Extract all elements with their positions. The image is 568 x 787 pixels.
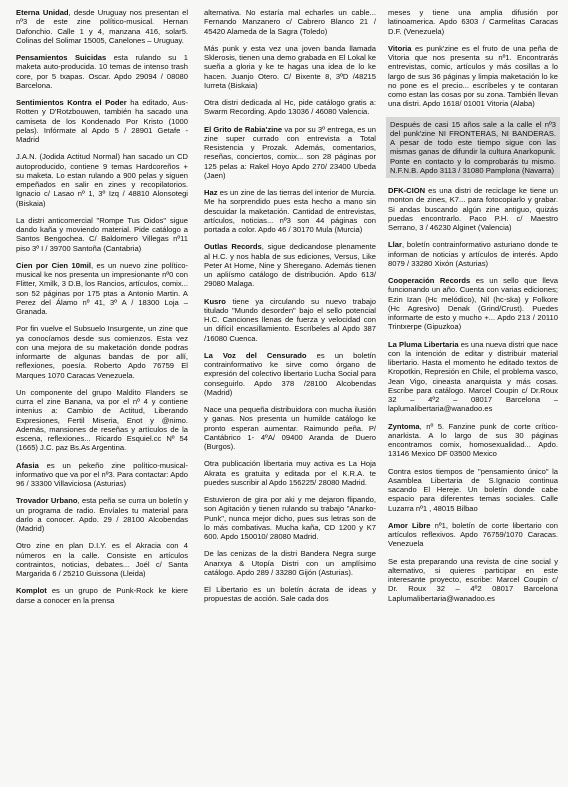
listing-title: Cien por Cien 10mil (16, 260, 91, 270)
zine-listing (16, 586, 188, 605)
listing-paragraph (388, 276, 558, 332)
listing-text: El Libertario es un boletín ácrata de ideas y propuestas de acción. Sale cada dos (204, 585, 376, 604)
listing-text: es una distri de reciclage ke tiene un monton de zines, K7... para fotocopiarlo y grabar. Si andas buscando algún zine antiguo, quizás puedas encontrarlo. Paco P.H. c/ Maestro Serrano, 3 / 46230 Alginet (Valencia) (388, 186, 558, 232)
listing-paragraph (204, 44, 376, 90)
listing-text: La distri anticomercial "Rompe Tus Oidos" sigue dando kaña y moviendo material. Pide catálogo a Santos Bengochea. C/ Baldomero Villegas nº11 piso 3º I / 39700 Santoña (Cantabria) (16, 215, 188, 253)
listing-text: Otro zine en plan D.I.Y. es el Akracia con 4 números en la calle. Consiste en artículos contraintos, noticias, debates... Joél c/ Santa Margarida 6 / 25210 Guissona (Lleida) (16, 541, 188, 578)
listing-title: Llar (388, 240, 402, 250)
zine-listing (204, 351, 376, 397)
column-3 (388, 8, 558, 611)
column-1 (16, 8, 188, 613)
listing-text: ha editado, Aus-Rotten y D'Rotzbouwen, también ha sacado una camiseta de los Kondenado Por Kristo (1000 pelas). Infórmate al Apdo 5 / 28901 Getafe - Madrid (16, 98, 188, 144)
listing-title: Outlas Records (204, 242, 262, 252)
zine-listing (16, 388, 188, 453)
listing-paragraph (204, 188, 376, 234)
zine-listing (388, 8, 558, 36)
listing-title: Amor Libre (388, 520, 431, 530)
zine-listing (388, 340, 558, 414)
zine-listing (388, 557, 558, 603)
zine-listing (388, 44, 558, 109)
listing-text: , nº 5. Fanzine punk de corte crítico-anarkista. A lo largo de sus 30 páginas encontramos comix, homosexualidad... Apdo. 13146 Mexico DF 03500 Mexico (388, 421, 558, 459)
listing-text: Otra distri dedicada al Hc, pide catálogo gratis a: Swarm Recording. Apdo 13036 / 46080 Valencia. (204, 98, 376, 117)
listing-text: , esta peña se curra un boletín y un programa de radio. Envíales tu material para darlo a conocer. Apdo. 29 / 28100 Alcobendas (Madrid) (16, 496, 188, 533)
listing-paragraph (388, 521, 558, 549)
listing-text: De las cenizas de la distri Bandera Negra surge Anarxya & Utopía Distri con un amplísimo catálogo. Apdo 289 / 33280 Gijón (Asturias). (204, 549, 376, 577)
zine-listing (204, 8, 376, 36)
listing-paragraph (388, 44, 558, 109)
listing-paragraph (16, 324, 188, 380)
listing-title: Kusro (204, 296, 226, 306)
listing-title: Eterna Unidad (16, 8, 69, 17)
listing-title: La Voz del Censurado (204, 350, 307, 360)
listing-title: El Grito de Rabia'zine (204, 124, 283, 134)
listing-title: Sentimientos Kontra el Poder (16, 98, 127, 107)
listing-text: , boletín contrainformativo asturiano donde te informan de noticias y artículos de interés. Apdo 8079 / 33280 Xixón (Asturias) (388, 240, 558, 268)
listing-text: es un zine de las tierras del interior de Murcia. Me ha sorprendido pues esta hecho a mano sin descuidar la maketación. Cantidad de entrevistas, artículos, noticias... nº3 son 44 páginas con portada a color. Apdo 46 / 30170 Mula (Murcia) (204, 188, 376, 234)
listing-paragraph (16, 496, 188, 533)
listing-paragraph (388, 467, 558, 513)
zine-listing (204, 585, 376, 604)
listing-paragraph (204, 585, 376, 604)
listing-text: es una nueva distri que nace con la intención de editar y distribuir material libertario. Hasta el momento he editado textos de Kropotkin, Represión en Chile, el problema vasco, Jean Vigo, cineasta anarquista y más cosas. Escribe para catálogo. Marcel Coupin c/ Dr.Roux 32 – 4º2 – 08017 Barcelona – laplumalibertaria@wanadoo.es (388, 339, 558, 414)
listing-text: alternativa. No estaría mal echarles un cable... Fernando Manzanero c/ Cabrero Blanco 21 / 45420 Alameda de la Sagra (Toledo) (204, 8, 376, 36)
zine-listing (16, 98, 188, 144)
zine-listing (204, 549, 376, 577)
listing-paragraph (388, 8, 558, 36)
column-2 (204, 8, 376, 612)
listing-paragraph (390, 120, 556, 176)
listing-text: tiene ya circulando su nuevo trabajo titulado "Mundo desorden" bajo el sello potencial H.C. Canciones llenas de fuerza y velocidad con un difícil encasillamiento. Escríbeles al Apdo 387 /16080 Cuenca. (204, 296, 376, 343)
listing-text: esta rulando su 1 maketa auto-producida. 10 temas de intenso trash core, por 5 txapas. Oscar. Apdo 29094 / 08080 Barcelona. (16, 53, 188, 90)
listing-paragraph (388, 186, 558, 232)
listing-title: Pensamientos Suicidas (16, 53, 107, 62)
listing-paragraph (16, 586, 188, 605)
listing-paragraph (388, 340, 558, 414)
listing-text: meses y tiene una amplia difusión por latinoamerica. Apdo 6303 / Carmelitas Caracas D.F. (Venezuela) (388, 8, 558, 36)
listing-text: va por su 3º entrega, es un zine super currado con entrevista a Total Resistencia y Prozak. Además, comentarios, reseñas, conciertos, comix... son 28 páginas por 125 pelas a: Rakel Hoyo Apdo 270/ 23400 Ubeda (Jaen) (204, 124, 376, 180)
listing-text: es punk'zine es el fruto de una peña de Vitoria que nos presenta su nº1. Encontrarás entrevistas, comic, artículos y más cosillas a lo largo de sus 36 páginas y limpia maketación lo ke no pone es el precio... escríbeles y te contaran como estan las cosas por su zona. También llevan una distri. Apdo 1618/ 01001 Vitoria (Alaba) (388, 43, 558, 109)
zine-listing (16, 324, 188, 380)
listing-paragraph (16, 8, 188, 45)
zine-listing (204, 242, 376, 288)
listing-paragraph (204, 495, 376, 541)
listing-text: Un componente del grupo Maldito Flanders se curra el zine Banana, va por el nº 4 y contiene intenius a: Cambio de Actitud, Liberando Expresiones, Fertil Miseria, Enot y @nimo. Además, mansiones de reseñas y artículos de la escena, reflexiones... Ricardo Esquiel.cc Nº 54 (1665) J.C. paz Bs.As Argentina. (16, 387, 188, 453)
zine-listing (388, 240, 558, 268)
zine-listing (204, 125, 376, 181)
listing-paragraph (16, 461, 188, 489)
listing-paragraph (204, 297, 376, 343)
listing-text: nº1, boletín de corte libertario con artículos reflexivos. Apdo 76759/1070 Caracas. Venezuela (388, 520, 558, 549)
listing-paragraph (204, 351, 376, 397)
zine-listing (204, 98, 376, 117)
zine-listing (204, 495, 376, 541)
listing-paragraph (204, 98, 376, 117)
highlighted-listing (386, 117, 560, 179)
zine-listing (16, 496, 188, 533)
listing-text: es un grupo de Punk-Rock ke kiere darse a conocer en la prensa (16, 586, 188, 605)
zine-listing (388, 276, 558, 332)
zine-listing (204, 459, 376, 487)
listing-text: Se esta preparando una revista de cine social y alternativo, si quieres participar en este interesante proyecto, escribe: Marcel Coupin c/ Dr. Roux 32 – 4º2 08017 Barcelona Laplumalibertaria@wanadoo.es (388, 556, 558, 603)
zine-listing (204, 297, 376, 343)
zine-listing (16, 8, 188, 45)
listing-title: Trovador Urbano (16, 496, 78, 506)
listing-paragraph (388, 557, 558, 603)
listing-paragraph (16, 98, 188, 144)
listing-text: es un pekeño zine político-musical-informativo que va por el nº3. Para contactar: Apdo 96 / 33300 Villaviciosa (Asturias) (16, 460, 188, 488)
listing-paragraph (204, 242, 376, 288)
listing-title: Vitoria (388, 43, 412, 53)
zine-listing (16, 541, 188, 578)
listing-text: Estuvieron de gira por aki y me dejaron flipando, son Agitación y tienen rulando su trabajo "Anarko-Punk", nunca mejor dicho, pues sus letras son de lo más combativas. Mucha kaña, CD 1200 y K7 600. Apdo 150010/ 28080 Madrid. (204, 495, 376, 541)
listing-text: J.A.N. (Jodida Actitud Normal) han sacado un CD autoproducido, contiene 9 temas Hardcoreños + su maketa. Lo estan rulando a 900 pelas y siguen empeñados en salir en zines y recopilatorios. Ignacio c/ Lasao nº 1, 3º Izq / 48810 Alonsotegi (Biskaia) (16, 152, 188, 208)
listing-text: es un sello que lleva funcionando un año. Cuenta con varias ediciones; Ezin Izan (Hc melódico), Nil (hc-ska) y Folkore (Hc Agresivo) Denak (Grind/Crust). Puedes informarte de esto y mucho +... Apdo 213 / 20110 Trintxerpe (Gipuzkoa) (388, 276, 558, 332)
zine-listing (16, 216, 188, 253)
listing-title: Komplot (16, 586, 47, 596)
listing-paragraph (204, 8, 376, 36)
zine-listing (204, 405, 376, 451)
zine-listing (388, 186, 558, 232)
listing-paragraph (388, 240, 558, 268)
listing-title: Cooperación Records (388, 276, 471, 285)
listing-paragraph (16, 388, 188, 453)
listing-paragraph (16, 261, 188, 317)
listing-title: DFK-CION (388, 186, 426, 195)
zine-listing (388, 467, 558, 513)
listing-paragraph (204, 405, 376, 451)
zine-listing (388, 422, 558, 459)
zine-listing (204, 188, 376, 234)
listing-text: Contra estos tiempos de "pensamiento único" la Asamblea Libertaria de S.Ignacio continua sacando El Hereje. Un boletín donde cabe espacio para diferentes temas sociales. Calle Luzarra nº1 , 48015 Bilbao (388, 466, 558, 513)
zine-listing (388, 521, 558, 549)
listing-text: Después de casi 15 años sale a la calle el nº3 del punk'zine NI FRONTERAS, NI BANDERAS. A pesar de todo este tiempo sigue con las mismas ganas de difundir la cultura Anarkopunk. Ponte en contacto y lo comprobarás tu mismo. N.F.N.B. Apdo 3113 / 31080 Pamplona (Navarra) (390, 119, 556, 175)
listing-text: , sigue dedicandose plenamente al H.C. y nos habla de sus ediciones, Versus, Like Peter At Home, Nine y Sheregano. Además tienen un apliísmo catálogo de distribución. Apdo 613/ 29080 Malaga. (204, 242, 376, 289)
listing-text: Otra publicación libertaria muy activa es La Hoja Akrata es gratuita y editada por el K.R.A. te puedes suscribir al Apdo 156225/ 28080 Madrid. (204, 459, 376, 487)
listing-title: Haz (204, 188, 218, 197)
zine-listing (16, 53, 188, 90)
listing-title: La Pluma Libertaria (388, 339, 459, 349)
listing-title: Afasia (16, 460, 39, 470)
listing-paragraph (204, 549, 376, 577)
listing-title: Zyntoma (388, 421, 420, 431)
listing-text: Más punk y esta vez una joven banda llamada Sklerosis, tienen una demo grabada en El Lokal ke sueña a gloria y ke te hagas una idea de lo ke hacen. Juanjo Otero. C/ Bixente 8, 3ºD /48215 Iurreta (Biskaia) (204, 43, 376, 90)
zine-listing (16, 261, 188, 317)
zine-listing (204, 44, 376, 90)
listing-paragraph (16, 216, 188, 253)
listing-text: , desde Uruguay nos presentan el nº3 de este zine político-musical. Hernan Dafonchio. Calle 1 y 4, manzana 416, solar5. Colinas del Solimar 15005, Canelones – Uruguay. (16, 8, 189, 45)
listing-paragraph (16, 541, 188, 578)
listing-paragraph (204, 125, 376, 181)
zine-listing (16, 461, 188, 489)
listing-text: Por fin vuelve el Subsuelo Insurgente, un zine que ya conocíamos desde sus comienzos. Esta vez con una mejora de su maketación donde podras informarte de algunas bandas de por allí, reflexiones, poesía. Roberto Apdo 76759 El Marques 1070 Caracas Venezuela. (16, 324, 188, 380)
listing-paragraph (16, 152, 188, 208)
listing-text: Nace una pequeña distribuidora con mucha ilusión y ganas. Nos presenta un humilde catálogo ke pronto esperan aumentar. Raimundo peña. P/ Cantábrico 1- 4ºA/ 09400 Aranda de Duero (Burgos). (204, 405, 376, 451)
zine-listing (16, 152, 188, 208)
listing-text: , es un nuevo zine político-musical ke nos presenta un impresionante nº0 con Flitter, Xmilk, 3 D.B, los Rancios, artículos, comix... son 52 páginas por 175 ptas a Antonio Martin. A Perez del Álamo nº 41, 3º A / 18300 Loja – Granada. (16, 260, 188, 316)
listing-text: es un boletín contrainformativo ke sirve como órgano de expresión del colectivo libertario Lucha Social para conseguirlo. Apdo 378 /28100 Alcobendas (Madrid) (204, 350, 376, 397)
listing-paragraph (388, 422, 558, 459)
listing-paragraph (204, 459, 376, 487)
listing-paragraph (16, 53, 188, 90)
